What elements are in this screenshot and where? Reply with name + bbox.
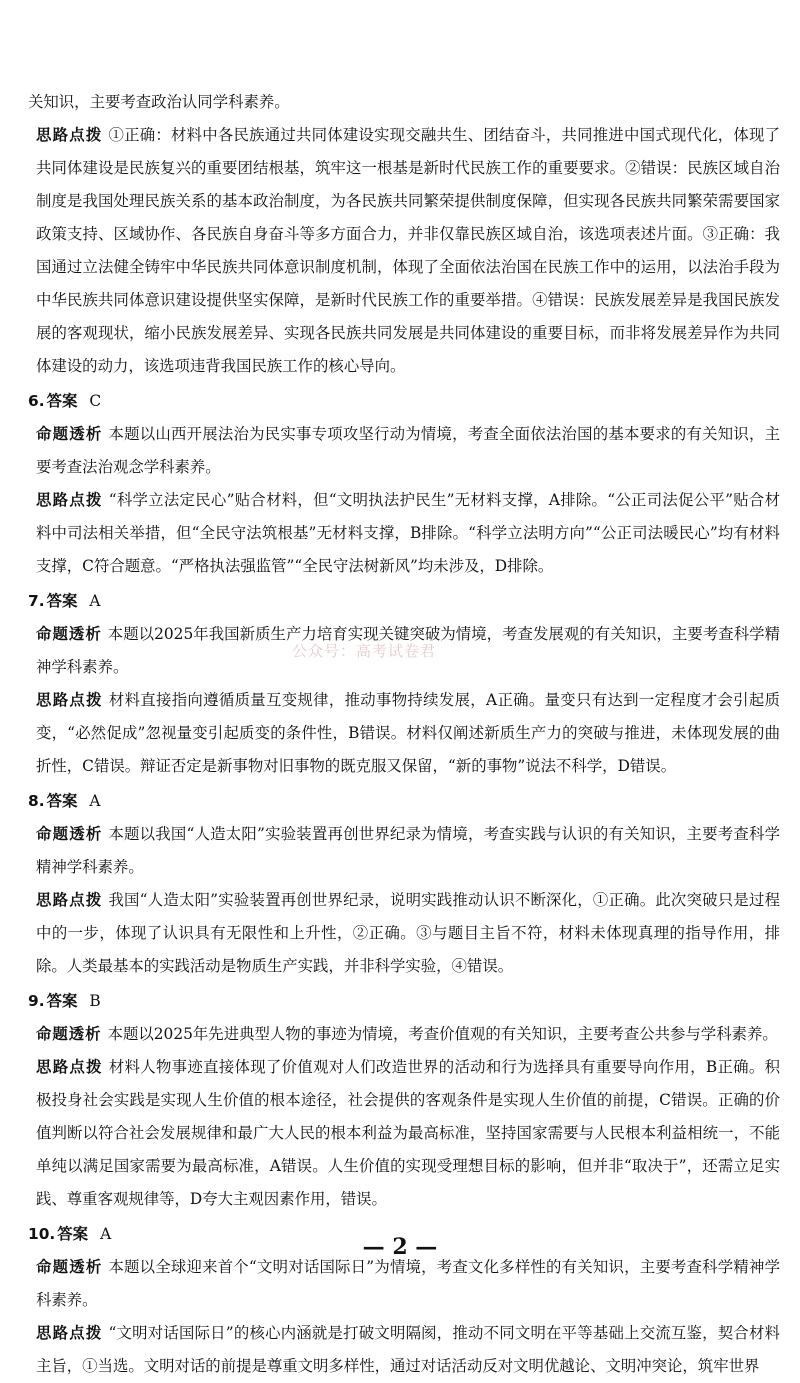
watermark: 公众号：高考试卷君 xyxy=(292,642,437,660)
analysis-text: 本题以山西开展法治为民实事专项攻坚行动为情境，考查全面依法治国的基本要求的有关知识，主要考查法治观念学科素养。 xyxy=(36,425,780,476)
analysis-text: 本题以2025年先进典型人物的事迹为情境，考查价值观的有关知识，主要考查公共参与学科素养。 xyxy=(107,1025,778,1043)
answer-value: B xyxy=(89,992,101,1010)
thought-text: 材料直接指向遵循质量互变规律，推动事物持续发展，A正确。量变只有达到一定程度才会引起质变，“必然促成”忽视量变引起质变的条件性，B错误。材料仅阐述新质生产力的突破与推进，未体现发展的曲折性，C错误。辩证否定是新事物对旧事物的既克服又保留，“新的事物”说法不科学，D错误。 xyxy=(36,691,780,775)
answer-label: 答案 xyxy=(46,392,78,410)
analysis-paragraph-8 xyxy=(28,818,780,884)
question-number: 6. xyxy=(28,392,45,410)
thought-label: 思路点拨 xyxy=(36,126,103,144)
thought-text: “科学立法定民心”贴合材料，但“文明执法护民生”无材料支撑，A排除。“公正司法促公平”贴合材料中司法相关举措，但“全民守法筑根基”无材料支撑，B排除。“科学立法明方向”“公正司法暖民心”均有材料支撑，C符合题意。“严格执法强监管”“全民守法树新风”均未涉及，D排除。 xyxy=(36,491,780,575)
thought-label: 思路点拨 xyxy=(36,1324,103,1342)
analysis-label: 命题透析 xyxy=(36,625,102,643)
thought-text: ①正确：材料中各民族通过共同体建设实现交融共生、团结奋斗，共同推进中国式现代化，体现了共同体建设是民族复兴的重要团结根基，筑牢这一根基是新时代民族工作的重要要求。②错误：民族区域自治制度是我国处理民族关系的基本政治制度，为各民族共同繁荣提供制度保障，但实现各民族共同繁荣需要国家政策支持、区域协作、各民族自身奋斗等多方面合力，并非仅靠民族区域自治，该选项表述片面。③正确：我国通过立法健全铸牢中华民族共同体意识制度机制，体现了全面依法治国在民族工作中的运用，以法治手段为中华民族共同体意识建设提供坚实保障，是新时代民族工作的重要举措。④错误：民族发展差异是我国民族发展的客观现状，缩小民族发展差异、实现各民族共同发展是共同体建设的重要目标，而非将发展差异作为共同体建设的动力，该选项违背我国民族工作的核心导向。 xyxy=(36,126,780,375)
thought-paragraph-8 xyxy=(28,884,780,983)
analysis-paragraph-6 xyxy=(28,418,780,484)
thought-label: 思路点拨 xyxy=(36,1058,103,1076)
thought-text: 我国“人造太阳”实验装置再创世界纪录，说明实践推动认识不断深化，①正确。此次突破只是过程中的一步，体现了认识具有无限性和上升性，②正确。③与题目主旨不符，材料未体现真理的指导作用，排除。人类最基本的实践活动是物质生产实践，并非科学实验，④错误。 xyxy=(36,891,780,975)
answer-label: 答案 xyxy=(46,992,78,1010)
answer-label: 答案 xyxy=(46,592,78,610)
page-content xyxy=(28,86,780,1383)
question-number: 9. xyxy=(28,992,45,1010)
answer-line-8 xyxy=(28,785,780,818)
thought-label: 思路点拨 xyxy=(36,491,103,509)
intro-text: 关知识，主要考查政治认同学科素养。 xyxy=(28,93,290,111)
analysis-label: 命题透析 xyxy=(36,1258,103,1276)
analysis-label: 命题透析 xyxy=(36,425,103,443)
answer-line-6 xyxy=(28,385,780,418)
analysis-paragraph-9 xyxy=(28,1018,780,1051)
answer-line-9 xyxy=(28,985,780,1018)
answer-line-7 xyxy=(28,585,780,618)
answer-label: 答案 xyxy=(57,1225,89,1243)
question-number: 10. xyxy=(28,1225,56,1243)
answer-value: C xyxy=(89,392,102,410)
analysis-label: 命题透析 xyxy=(36,825,103,843)
analysis-text: 本题以全球迎来首个“文明对话国际日”为情境，考查文化多样性的有关知识，主要考查科学精神学科素养。 xyxy=(36,1258,780,1309)
analysis-label: 命题透析 xyxy=(36,1025,102,1043)
question-number: 8. xyxy=(28,792,45,810)
answer-label: 答案 xyxy=(46,792,78,810)
question-number: 7. xyxy=(28,592,45,610)
thought-label: 思路点拨 xyxy=(36,891,103,909)
answer-value: A xyxy=(89,792,101,810)
thought-text: “文明对话国际日”的核心内涵就是打破文明隔阂，推动不同文明在平等基础上交流互鉴，契合材料主旨，①当选。文明对话的前提是尊重文明多样性，通过对话活动反对文明优越论、文明冲突论，筑牢世界 xyxy=(36,1324,780,1375)
thought-text: 材料人物事迹直接体现了价值观对人们改造世界的活动和行为选择具有重要导向作用，B正确。积极投身社会实践是实现人生价值的根本途径，社会提供的客观条件是实现人生价值的前提，C错误。正确的价值判断以符合社会发展规律和最广大人民的根本利益为最高标准，坚持国家需要与人民根本利益相统一，不能单纯以满足国家需要为最高标准，A错误。人生价值的实现受理想目标的影响，但并非“取决于”，还需立足实践、尊重客观规律等，D夸大主观因素作用，错误。 xyxy=(36,1058,780,1208)
analysis-text: 本题以我国“人造太阳”实验装置再创世界纪录为情境，考查实践与认识的有关知识，主要考查科学精神学科素养。 xyxy=(36,825,780,876)
thought-paragraph-7 xyxy=(28,684,780,783)
analysis-text: 本题以2025年我国新质生产力培育实现关键突破为情境，考查发展观的有关知识，主要考查科学精神学科素养。 xyxy=(36,625,780,676)
thought-paragraph-10 xyxy=(28,1317,780,1383)
thought-paragraph-6 xyxy=(28,484,780,583)
answer-value: A xyxy=(89,592,101,610)
page-number: — 2 — xyxy=(362,1234,438,1260)
thought-label: 思路点拨 xyxy=(36,691,103,709)
thought-paragraph-9 xyxy=(28,1051,780,1216)
prev-thought-paragraph xyxy=(28,119,780,383)
analysis-paragraph-10 xyxy=(28,1251,780,1317)
answer-value: A xyxy=(100,1225,112,1243)
